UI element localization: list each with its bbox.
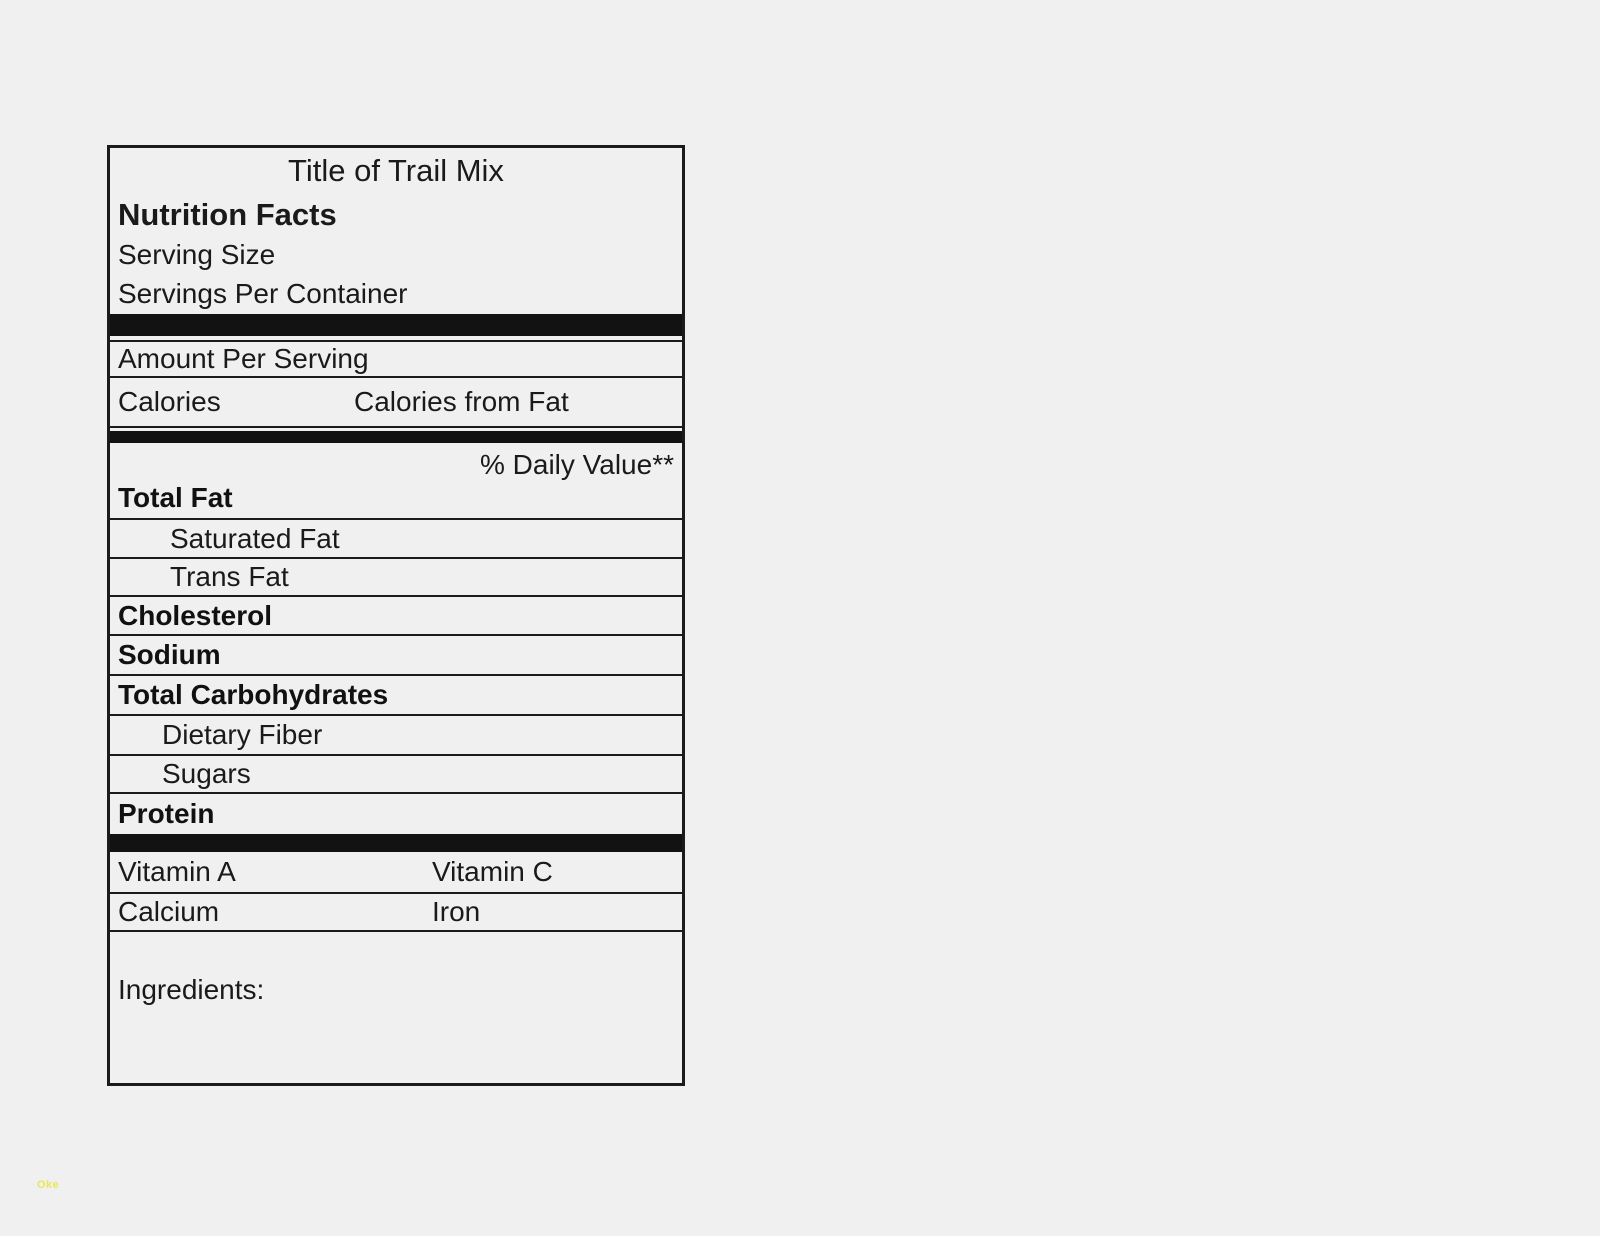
calories-row xyxy=(110,378,682,428)
nutrient-row-sugars xyxy=(110,756,682,794)
nutrient-sugars: Sugars xyxy=(162,758,251,789)
nutrient-sodium: Sodium xyxy=(118,639,221,670)
calcium-iron-row xyxy=(110,894,682,932)
servings-per-container-row xyxy=(110,274,682,314)
nutrient-cholesterol: Cholesterol xyxy=(118,599,273,631)
nutrient-protein: Protein xyxy=(118,798,215,829)
nutrition-facts-label xyxy=(107,145,685,1086)
label-title-row xyxy=(110,148,682,193)
amount-per-serving-row xyxy=(110,340,682,378)
daily-value-total-fat-cell xyxy=(110,443,682,520)
iron-label: Iron xyxy=(432,896,481,927)
nutrient-row-total-carbohydrates xyxy=(110,676,682,716)
watermark-text: Oke xyxy=(37,1179,60,1191)
ingredients-label: Ingredients: xyxy=(118,974,265,1005)
label-title: Title of Trail Mix xyxy=(288,153,504,188)
ingredients-section xyxy=(110,932,682,1083)
nutrient-row-dietary-fiber xyxy=(110,716,682,756)
nutrient-trans-fat: Trans Fat xyxy=(170,561,289,592)
servings-per-container-label: Servings Per Container xyxy=(118,278,408,309)
nutrient-row-sodium xyxy=(110,636,682,676)
vitamins-row xyxy=(110,852,682,894)
nutrient-row-saturated-fat xyxy=(110,520,682,559)
serving-size-label: Serving Size xyxy=(118,238,276,270)
nutrition-facts-heading: Nutrition Facts xyxy=(118,196,337,232)
calcium-label: Calcium xyxy=(118,896,220,927)
calories-label: Calories xyxy=(118,386,221,417)
percent-daily-value-label: % Daily Value** xyxy=(479,449,674,480)
nutrient-row-protein xyxy=(110,794,682,834)
nutrition-facts-heading-row xyxy=(110,193,682,235)
amount-per-serving-label: Amount Per Serving xyxy=(118,343,369,374)
thick-divider-bar-top xyxy=(110,314,682,336)
nutrient-total-carbohydrates: Total Carbohydrates xyxy=(118,679,389,710)
nutrient-row-cholesterol xyxy=(110,597,682,636)
thick-divider-bar-bottom xyxy=(110,834,682,852)
vitamin-a-label: Vitamin A xyxy=(118,856,236,887)
calories-from-fat-label: Calories from Fat xyxy=(354,386,569,417)
nutrient-total-fat: Total Fat xyxy=(118,482,233,513)
vitamin-c-label: Vitamin C xyxy=(432,856,553,887)
nutrient-dietary-fiber: Dietary Fiber xyxy=(162,719,323,750)
thick-divider-bar-middle xyxy=(110,431,682,443)
nutrient-saturated-fat: Saturated Fat xyxy=(170,522,340,554)
serving-size-row xyxy=(110,235,682,274)
nutrient-row-trans-fat xyxy=(110,559,682,597)
